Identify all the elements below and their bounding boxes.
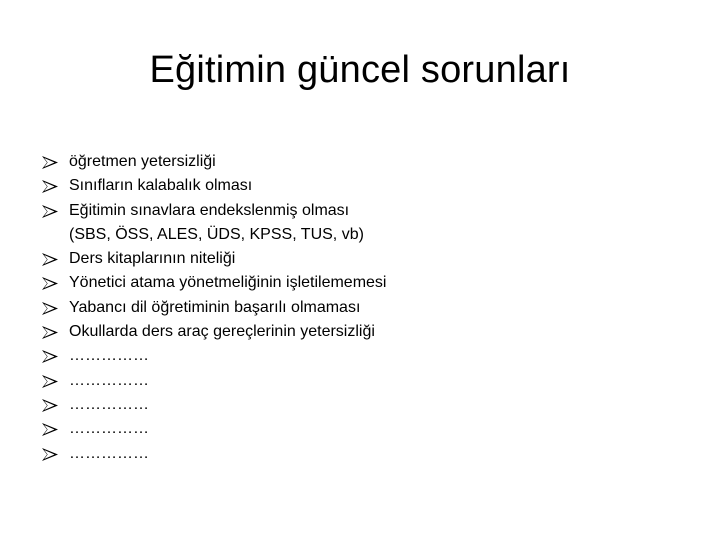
- bullet-item-text: Eğitimin sınavlara endekslenmiş olması: [69, 201, 350, 219]
- arrowhead-bullet-icon: [42, 448, 58, 461]
- arrowhead-bullet-icon: [42, 399, 58, 412]
- bullet-item: [42, 150, 692, 174]
- bullet-item-text: Okullarda ders araç gereçlerinin yetersizliği: [69, 323, 375, 341]
- bullet-item: [42, 393, 692, 417]
- bullet-item: [42, 271, 692, 295]
- bullet-item-text: ……………: [69, 395, 149, 413]
- arrowhead-bullet-icon: [42, 423, 58, 436]
- arrowhead-bullet-icon: [42, 277, 58, 290]
- bullet-item: [42, 344, 692, 368]
- arrowhead-bullet-icon: [42, 156, 58, 169]
- bullet-item: [42, 320, 692, 344]
- bullet-item: [42, 174, 692, 198]
- bullet-item-text: ……………: [69, 371, 149, 389]
- bullet-item: [42, 296, 692, 320]
- bullet-item: [42, 369, 692, 393]
- bullet-item-text: Sınıfların kalabalık olması: [69, 177, 253, 195]
- bullet-item: [42, 442, 692, 466]
- arrowhead-bullet-icon: [42, 180, 58, 193]
- arrowhead-bullet-icon: [42, 253, 58, 266]
- arrowhead-bullet-icon: [42, 302, 58, 315]
- bullet-item: [42, 199, 692, 248]
- bullet-item-text: Yabancı dil öğretiminin başarılı olmaması: [69, 298, 361, 316]
- bullet-item-text: ……………: [69, 420, 149, 438]
- bullet-item: [42, 417, 692, 441]
- arrowhead-bullet-icon: [42, 205, 58, 218]
- bullet-list: [42, 150, 692, 466]
- arrowhead-bullet-icon: [42, 326, 58, 339]
- bullet-item-text: öğretmen yetersizliği: [69, 153, 216, 170]
- bullet-item-text: ……………: [69, 347, 149, 365]
- bullet-item-text: ……………: [69, 444, 149, 462]
- bullet-item-text: (SBS, ÖSS, ALES, ÜDS, KPSS, TUS, vb): [69, 225, 364, 243]
- arrowhead-bullet-icon: [42, 375, 58, 388]
- slide-title: Eğitimin güncel sorunları: [149, 49, 571, 91]
- bullet-item: [42, 247, 692, 271]
- bullet-item-text: Ders kitaplarının niteliği: [69, 250, 236, 268]
- bullet-item-text: Yönetici atama yönetmeliğinin işletilememesi: [69, 274, 387, 292]
- arrowhead-bullet-icon: [42, 350, 58, 363]
